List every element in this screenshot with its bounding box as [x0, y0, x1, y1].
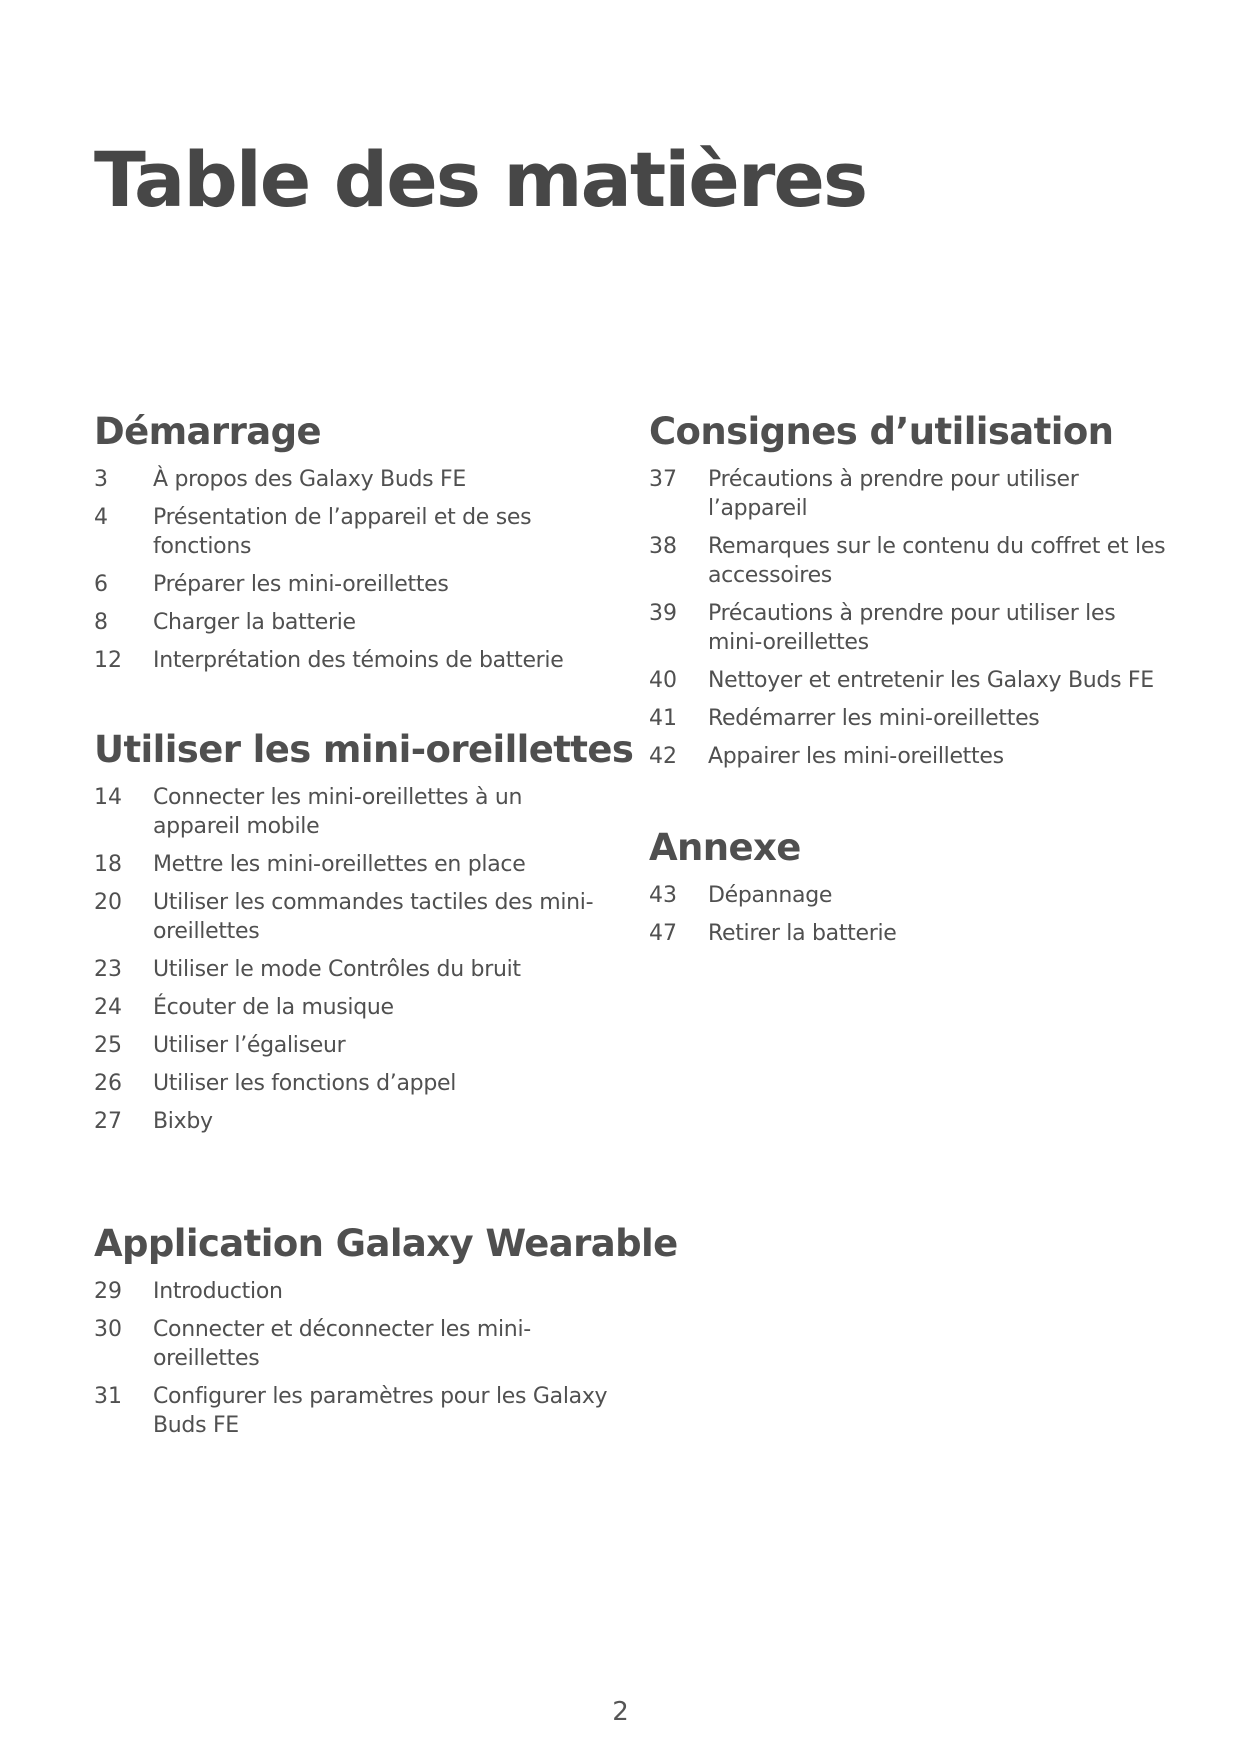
- toc-page-number: 37: [649, 466, 677, 492]
- toc-entry[interactable]: [94, 993, 614, 1022]
- toc-entry[interactable]: [94, 646, 614, 675]
- toc-page-number: 20: [94, 889, 122, 915]
- toc-page-number: 43: [649, 882, 677, 908]
- toc-entry-title: Mettre les mini-oreillettes en place: [153, 851, 526, 877]
- toc-page-number: 41: [649, 705, 677, 731]
- toc-entry[interactable]: [94, 1031, 614, 1060]
- toc-entry[interactable]: [649, 881, 1169, 910]
- toc-entry[interactable]: [649, 532, 1169, 590]
- toc-entry-title: Utiliser le mode Contrôles du bruit: [153, 956, 521, 982]
- toc-list: [94, 465, 614, 675]
- toc-page-number: 27: [94, 1108, 122, 1134]
- toc-list: [649, 465, 1169, 771]
- toc-entry-title: Utiliser les commandes tactiles des mini-oreillettes: [153, 889, 594, 944]
- toc-entry[interactable]: [94, 1107, 614, 1136]
- toc-page-number: 24: [94, 994, 122, 1020]
- section-title: Application Galaxy Wearable: [94, 1222, 678, 1265]
- toc-entry-title: Connecter et déconnecter les mini-oreillettes: [153, 1316, 531, 1371]
- section-title: Utiliser les mini-oreillettes: [94, 728, 634, 771]
- toc-list: [94, 1277, 614, 1440]
- toc-entry-title: Dépannage: [708, 882, 833, 908]
- toc-entry[interactable]: [649, 742, 1169, 771]
- toc-entry-title: Redémarrer les mini-oreillettes: [708, 705, 1040, 731]
- toc-page-number: 23: [94, 956, 122, 982]
- toc-page-number: 12: [94, 647, 122, 673]
- toc-entry-title: Introduction: [153, 1278, 283, 1304]
- toc-entry-title: Présentation de l’appareil et de ses fonctions: [153, 504, 532, 559]
- page-number: 2: [612, 1697, 629, 1727]
- section-title: Annexe: [649, 826, 801, 869]
- toc-entry-title: Écouter de la musique: [153, 994, 394, 1020]
- toc-entry[interactable]: [94, 570, 614, 599]
- toc-page-number: 39: [649, 600, 677, 626]
- toc-entry[interactable]: [94, 955, 614, 984]
- toc-entry-title: Bixby: [153, 1108, 213, 1134]
- toc-entry[interactable]: [94, 608, 614, 637]
- toc-entry-title: Préparer les mini-oreillettes: [153, 571, 449, 597]
- toc-entry-title: Appairer les mini-oreillettes: [708, 743, 1004, 769]
- toc-page-number: 30: [94, 1316, 122, 1342]
- toc-page-number: 38: [649, 533, 677, 559]
- toc-page-number: 26: [94, 1070, 122, 1096]
- toc-entry[interactable]: [649, 465, 1169, 523]
- section-consignes: [649, 412, 1169, 780]
- section-title: Consignes d’utilisation: [649, 410, 1114, 453]
- page-title: Table des matières: [94, 135, 867, 224]
- toc-entry[interactable]: [94, 465, 614, 494]
- toc-entry-title: Utiliser les fonctions d’appel: [153, 1070, 457, 1096]
- section-annexe: [649, 828, 1169, 957]
- toc-page-number: 18: [94, 851, 122, 877]
- toc-entry[interactable]: [94, 888, 614, 946]
- toc-entry-title: Connecter les mini-oreillettes à un appareil mobile: [153, 784, 523, 839]
- toc-entry-title: Précautions à prendre pour utiliser l’appareil: [708, 466, 1079, 521]
- toc-entry[interactable]: [649, 704, 1169, 733]
- section-demarrage: [94, 412, 614, 684]
- toc-entry[interactable]: [94, 503, 614, 561]
- toc-entry-title: Remarques sur le contenu du coffret et les accessoires: [708, 533, 1166, 588]
- section-utiliser: [94, 728, 634, 1145]
- toc-entry[interactable]: [94, 1069, 614, 1098]
- toc-entry[interactable]: [649, 919, 1169, 948]
- toc-page-number: 31: [94, 1383, 122, 1409]
- toc-page-number: 29: [94, 1278, 122, 1304]
- toc-page-number: 3: [94, 466, 108, 492]
- toc-entry[interactable]: [94, 783, 614, 841]
- toc-entry-title: Configurer les paramètres pour les Galaxy Buds FE: [153, 1383, 608, 1438]
- toc-page-number: 4: [94, 504, 108, 530]
- toc-page-number: 47: [649, 920, 677, 946]
- toc-page-number: 6: [94, 571, 108, 597]
- toc-list: [649, 881, 1169, 948]
- toc-list: [94, 783, 614, 1136]
- toc-page-number: 40: [649, 667, 677, 693]
- toc-entry-title: Charger la batterie: [153, 609, 356, 635]
- toc-page-number: 42: [649, 743, 677, 769]
- toc-entry-title: Précautions à prendre pour utiliser les mini-oreillettes: [708, 600, 1116, 655]
- toc-entry-title: À propos des Galaxy Buds FE: [153, 466, 466, 492]
- section-title: Démarrage: [94, 410, 321, 453]
- toc-entry[interactable]: [649, 599, 1169, 657]
- toc-page-number: 25: [94, 1032, 122, 1058]
- toc-entry-title: Nettoyer et entretenir les Galaxy Buds FE: [708, 667, 1154, 693]
- toc-page-number: 8: [94, 609, 108, 635]
- toc-entry[interactable]: [94, 1382, 614, 1440]
- toc-entry[interactable]: [649, 666, 1169, 695]
- toc-entry-title: Utiliser l’égaliseur: [153, 1032, 346, 1058]
- toc-entry[interactable]: [94, 850, 614, 879]
- toc-entry-title: Interprétation des témoins de batterie: [153, 647, 564, 673]
- section-wearable: [94, 1222, 678, 1449]
- toc-entry[interactable]: [94, 1315, 614, 1373]
- toc-page-number: 14: [94, 784, 122, 810]
- toc-entry-title: Retirer la batterie: [708, 920, 897, 946]
- toc-entry[interactable]: [94, 1277, 614, 1306]
